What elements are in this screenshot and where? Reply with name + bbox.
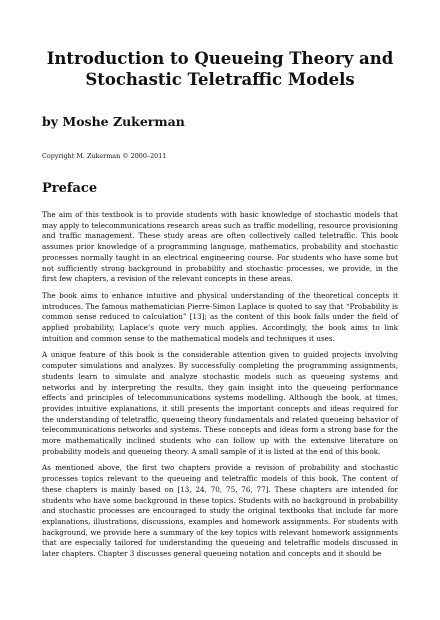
- preface-body: [42, 210, 398, 566]
- paragraph: The book aims to enhance intuitive and physical understanding of the theoretical concepts it introduces. The famous mathematician Pierre-Simon Laplace is quoted to say that “Probability is common sense reduced to calculation” [13]; as the content of this book falls under the field of applied probability, Laplace’s quote very much applies. Accordingly, the book aims to link intuition and common sense to the mathematical models and techniques it uses.: [42, 290, 398, 343]
- section-heading: Preface: [42, 181, 98, 196]
- paragraph: A unique feature of this book is the considerable attention given to guided projects involving computer simulations and analyzes. By successfully completing the programming assignments, students learn to simulate and analyze stochastic models such as queueing systems and networks and by interpreting the results, they gain insight into the queueing performance effects and principles of telecommunications systems modelling. Although the book, at times, provides intuitive explanations, it still presents the important concepts and ideas required for the understanding of teletraffic, queueing theory fundamentals and related queueing behavior of telecommunications networks and systems. These concepts and ideas form a strong base for the more mathematically inclined students who can follow up with the extensive literature on probability models and queueing theory. A small sample of it is listed at the end of this book.: [42, 350, 398, 456]
- paragraph: As mentioned above, the first two chapters provide a revision of probability and stochastic processes topics relevant to the queueing and teletraffic models of this book. The content of these chapters is mainly based on [13, 24, 70, 75, 76, 77]. These chapters are intended for students who have some background in these topics. Students with no background in probability and stochastic processes are encouraged to study the original textbooks that include far more explanations, illustrations, discussions, examples and homework assignments. For students with background, we provide here a summary of the key topics with relevant homework assignments that are especially tailored for understanding the queueing and teletraffic models discussed in later chapters. Chapter 3 discusses general queueing notation and concepts and it should be: [42, 463, 398, 559]
- title-line-2: Stochastic Teletraffic Models: [85, 70, 355, 89]
- author-line: by Moshe Zukerman: [42, 114, 185, 129]
- document-title: [22, 48, 418, 90]
- copyright-notice: Copyright M. Zukerman © 2000–2011: [42, 152, 167, 160]
- title-line-1: Introduction to Queueing Theory and: [46, 49, 394, 68]
- paragraph: The aim of this textbook is to provide students with basic knowledge of stochastic models that may apply to telecommunications research areas such as traffic modelling, resource provisioning and traffic management. These study areas are often collectively called teletraffic. This book assumes prior knowledge of a programming language, mathematics, probability and stochastic processes normally taught in an electrical engineering course. For students who have some but not sufficiently strong background in probability and stochastic processes, we provide, in the first few chapters, a revision of the relevant concepts in these areas.: [42, 210, 398, 284]
